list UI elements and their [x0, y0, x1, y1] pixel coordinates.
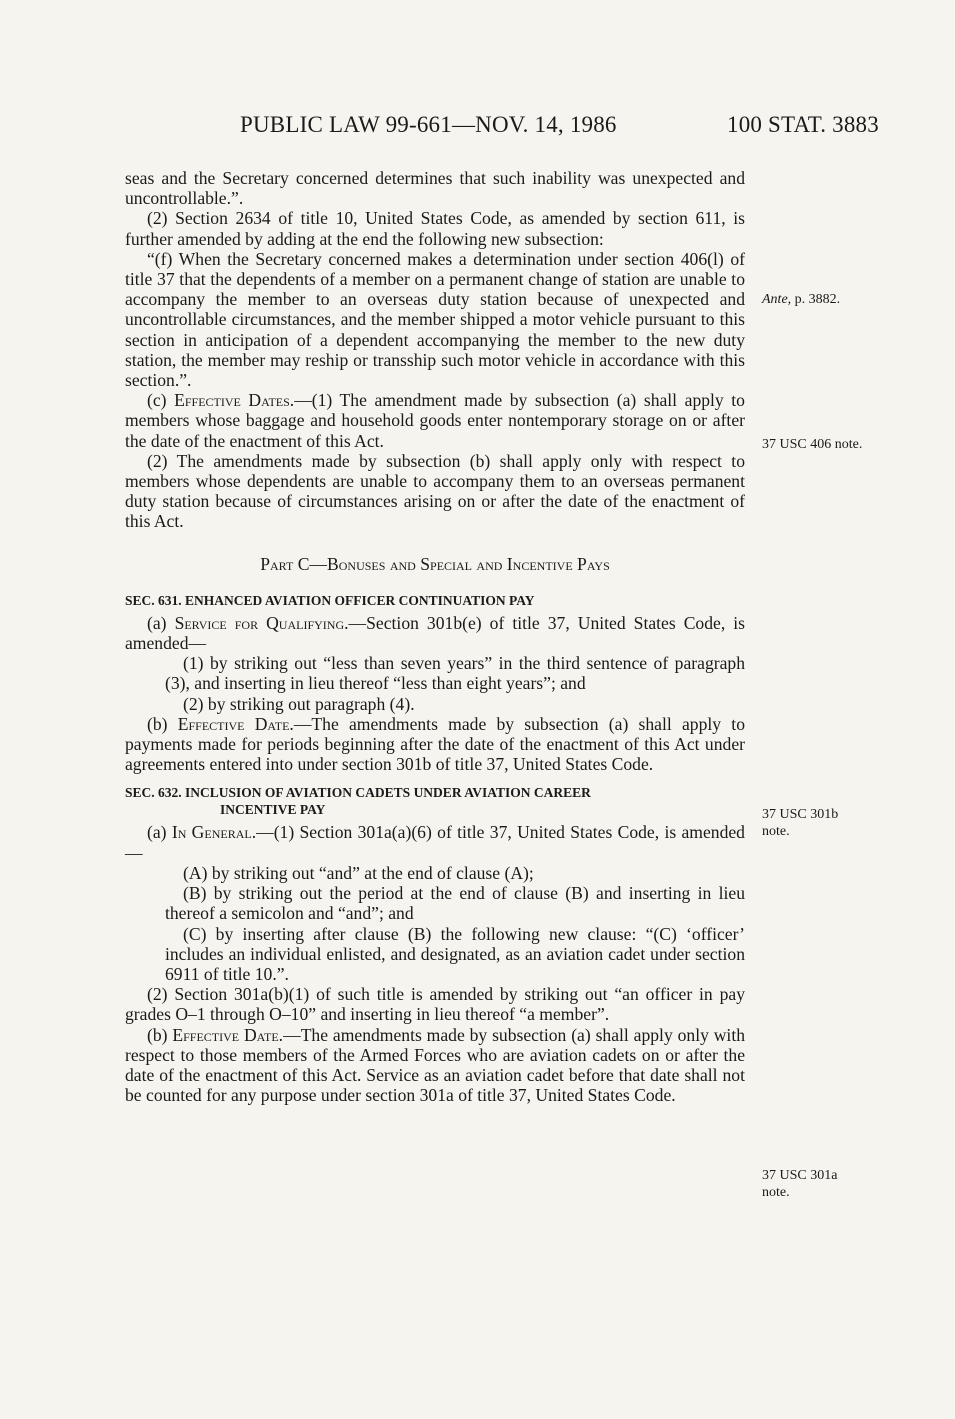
running-header-title: PUBLIC LAW 99-661—NOV. 14, 1986	[240, 112, 617, 137]
margin-note-ante-italic: Ante,	[762, 292, 792, 307]
margin-note-line: note.	[762, 1185, 790, 1200]
paragraph-heading-in-general: In General.	[171, 822, 257, 843]
margin-note-line: 37 USC 301b	[762, 807, 839, 822]
paragraph-text: —The amendments made by subsection (a) shall apply to payments made for periods beginning after the date of the enactment of this Act under agreements entered into under section 301b of title 37, United States Code.	[125, 713, 745, 775]
margin-note-line: 37 USC 301a	[762, 1168, 838, 1183]
paragraph-lead: (c)	[147, 390, 175, 411]
paragraph-heading-effective-date: Effective Date.	[177, 713, 294, 734]
paragraph-text: —Section 301b(e) of title 37, United States Code, is amended—	[125, 612, 745, 654]
running-header-page-number: 100 STAT. 3883	[727, 112, 879, 137]
paragraph-lead: (a)	[147, 612, 175, 633]
section-632-heading	[125, 784, 745, 818]
main-text-column	[125, 168, 745, 1105]
paragraph-lead: (a)	[147, 822, 172, 843]
margin-note-ante	[762, 291, 902, 308]
section-632-heading-line-1: SEC. 632. INCLUSION OF AVIATION CADETS UNDER AVIATION CAREER	[125, 785, 591, 801]
paragraph-text: —(1) The amendment made by subsection (a) shall apply to members whose baggage and household goods enter nontemporary storage on or after the date of the enactment of this Act.	[125, 390, 745, 451]
paragraph-effective-dates	[125, 390, 745, 451]
paragraph-heading-service-for-qualifying: Service for Qualifying.	[174, 612, 349, 633]
section-632-heading-line-2: INCENTIVE PAY	[220, 802, 326, 818]
paragraph-632-a-B: (B) by striking out the period at the end of clause (B) and inserting in lieu thereof a semicolon and “and”; and	[165, 883, 745, 924]
margin-note-37-usc-301a	[762, 1167, 902, 1201]
paragraph-631-a-2: (2) by striking out paragraph (4).	[183, 693, 415, 714]
part-heading: Part C—Bonuses and Special and Incentive Pays	[260, 553, 610, 574]
paragraph-text: —The amendments made by subsection (a) shall apply only with respect to those members of the Armed Forces who are aviation cadets on or after the date of the enactment of this Act. Service as an aviation cadet before that date shall not be counted for any purpose under section 301a of title 37, United States Code.	[125, 1024, 746, 1106]
paragraph-text: —(1) Section 301a(a)(6) of title 37, United States Code, is amended—	[125, 822, 745, 863]
paragraph-effective-dates-2: (2) The amendments made by subsection (b) shall apply only with respect to members whose dependents are unable to accompany them to an overseas permanent duty station because of circumstances arising on or after the date of the enactment of this Act.	[125, 450, 745, 532]
paragraph-heading-effective-dates: Effective Dates.	[174, 390, 295, 411]
paragraph-632-b	[125, 1025, 745, 1106]
paragraph-631-a-1: (1) by striking out “less than seven years” in the third sentence of paragraph (3), and inserting in lieu thereof “less than eight years”; and	[165, 653, 745, 694]
paragraph-631-a	[125, 613, 745, 653]
paragraph-632-a-A: (A) by striking out “and” at the end of clause (A);	[183, 862, 534, 883]
paragraph-subsection-2: (2) Section 2634 of title 10, United States Code, as amended by section 611, is further amended by adding at the end the following new subsection:	[125, 208, 745, 249]
paragraph-subsection-f-quote: “(f) When the Secretary concerned makes a determination under section 406(l) of title 37 that the dependents of a member on a permanent change of station are unable to accompany the member to an overseas duty station because of unexpected and uncontrollable circumstances, and the member shipped a motor vehicle pursuant to this section in anticipation of a dependent accompanying the member to the new duty station, the member may reship or transship such motor vehicle in accordance with this section.”.	[125, 248, 745, 391]
paragraph-632-a	[125, 822, 745, 862]
margin-note-37-usc-301b	[762, 806, 902, 840]
paragraph-632-a-C: (C) by inserting after clause (B) the following new clause: “(C) ‘officer’ includes an individual enlisted, and designated, as an aviation cadet under section 6911 of title 10.”.	[165, 923, 745, 984]
paragraph-lead: (b)	[147, 713, 178, 734]
section-631-heading: SEC. 631. ENHANCED AVIATION OFFICER CONTINUATION PAY	[125, 592, 535, 608]
margin-note-37-usc-406: 37 USC 406 note.	[762, 437, 863, 452]
paragraph-631-b	[125, 714, 745, 775]
margin-note-line: note.	[762, 824, 790, 839]
paragraph-632-a-2: (2) Section 301a(b)(1) of such title is amended by striking out “an officer in pay grades O–1 through O–10” and inserting in lieu thereof “a member”.	[125, 984, 745, 1025]
margin-note-ante-page: p. 3882.	[791, 292, 841, 307]
paragraph-heading-effective-date: Effective Date.	[172, 1024, 284, 1045]
paragraph-lead: (b)	[147, 1024, 173, 1045]
paragraph-continuation: seas and the Secretary concerned determines that such inability was unexpected and uncontrollable.”.	[125, 168, 745, 209]
